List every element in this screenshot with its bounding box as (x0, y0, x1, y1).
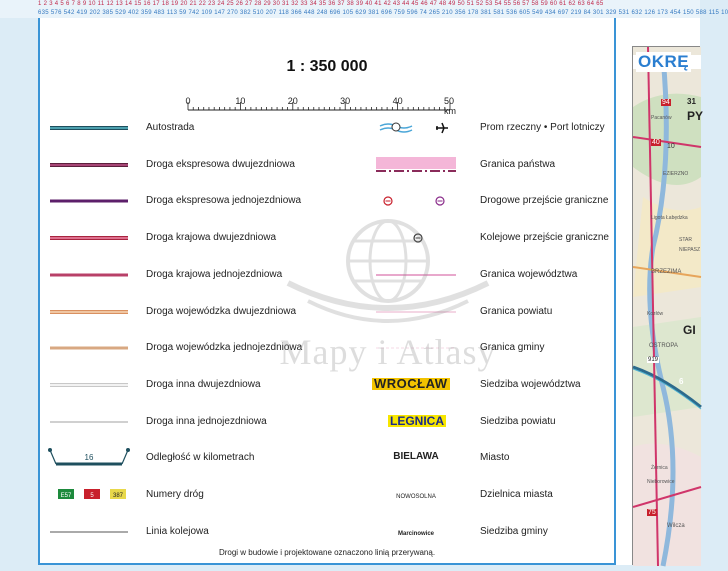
legend-symbol-road-numbers (50, 483, 130, 507)
legend-label: Miasto (480, 452, 510, 464)
legend-symbol-railway (50, 520, 130, 544)
legend-sample-seat-voivodeship: WROCŁAW (374, 375, 448, 391)
legend-symbol-national-single (50, 263, 130, 287)
road-number-text: E57 (60, 493, 72, 499)
legend-label: Linia kolejowa (146, 525, 209, 537)
legend-label: Siedziba województwa (480, 378, 581, 390)
legend-label: Droga inna dwujezdniowa (146, 378, 261, 390)
top-number-strip (0, 0, 728, 18)
legend-label: Granica powiatu (480, 305, 553, 317)
top-strip-row-2: 635 576 542 419 202 385 529 402 359 483 113 59 742 109 147 270 382 510 207 118 366 448 248 696 105 629 381 696 759 596 74 265 210 356 178 381 581 536 605 549 434 697 219 84 301 329 531 632 126 173 454 150 588 115 10 (38, 10, 728, 16)
legend-label: Odległość w kilometrach (146, 452, 255, 464)
map-label: Wilcza (667, 523, 685, 529)
legend-panel (38, 18, 616, 565)
legend-symbol-expressway-single (50, 189, 130, 213)
map-label: Nieborowice (647, 479, 675, 485)
legend-symbol-motorway (50, 116, 130, 140)
legend-label: Siedziba gminy (480, 525, 548, 537)
scale-tick-label: 10 (235, 96, 246, 106)
legend-label: Droga ekspresowa dwujezdniowa (146, 158, 295, 170)
legend-label: Siedziba powiatu (480, 415, 556, 427)
legend-label: Droga ekspresowa jednojezdniowa (146, 195, 302, 207)
legend-label: Numery dróg (146, 489, 204, 500)
map-label: BRZEZIMA (651, 269, 682, 275)
legend-symbol-commune-border (366, 336, 466, 360)
scale-tick-label: 40 (392, 96, 403, 106)
legend-sample-seat-commune: Marcinowice (397, 530, 434, 537)
map-preview[interactable] (632, 46, 704, 565)
map-title: OKRĘ (638, 52, 690, 71)
legend-label: Droga krajowa jednojezdniowa (146, 268, 283, 280)
map-label: PY (687, 109, 704, 123)
legend-symbol-voivodeship-border (366, 263, 466, 287)
legend-symbol-ferry-airport (366, 116, 466, 140)
watermark-text: Mapy i Atlasy (279, 332, 497, 372)
map-label: 40 (652, 139, 660, 146)
legend-symbol-rail-crossing (366, 226, 466, 250)
map-label: 919 (648, 357, 659, 363)
legend-symbol-other-single (50, 410, 130, 434)
legend-symbol-voivodeship-dual (50, 300, 130, 324)
scale-tick-label: 50 km (444, 96, 456, 116)
airport-icon (436, 123, 448, 133)
legend-label: Granica państwa (480, 158, 556, 170)
map-label: 75 (648, 509, 656, 516)
map-label: Ligota Łabędzka (651, 215, 688, 221)
road-number-text: 5 (90, 493, 94, 499)
legend-symbol-road-crossing (366, 189, 466, 213)
map-label: 6 (679, 377, 684, 386)
legend-label: Droga wojewódzka jednojezdniowa (146, 342, 303, 354)
left-margin (0, 18, 38, 565)
scale-title: 1 : 350 000 (286, 58, 368, 75)
legend-symbol-state-border (366, 153, 466, 177)
road-number-text: 387 (112, 493, 124, 499)
legend-symbol-distance (50, 446, 130, 470)
map-graphic (633, 47, 704, 566)
map-label: EZIERZNO (663, 171, 689, 177)
map-label: GI (683, 323, 696, 337)
legend-symbol-other-dual (50, 373, 130, 397)
map-label: Kozłów (647, 311, 664, 317)
legend-sample-town: BIELAWA (393, 451, 439, 463)
legend-sample-district: NOWOSOLNA (396, 494, 436, 500)
legend-symbol-expressway-dual (50, 153, 130, 177)
legend-label: Kolejowe przejście graniczne (480, 232, 609, 244)
legend-label: Droga wojewódzka dwujezdniowa (146, 305, 297, 317)
map-label: 94 (662, 99, 670, 106)
scale-tick-label: 20 (287, 96, 298, 106)
map-label: STAR (679, 237, 692, 243)
legend-label: Dzielnica miasta (480, 489, 553, 500)
legend-label: Droga krajowa dwujezdniowa (146, 232, 277, 244)
map-label: 10 (667, 143, 675, 150)
top-strip-row-1: 1 2 3 4 5 6 7 8 9 10 11 12 13 14 15 16 17 18 19 20 21 22 23 24 25 26 27 28 29 30 31 32 33 34 35 36 37 38 39 40 41 42 43 44 45 46 47 48 49 50 51 52 53 54 55 56 57 58 59 60 61 62 63 64 65 (38, 1, 604, 7)
map-label: OSTROPA (649, 343, 678, 349)
legend-label: Prom rzeczny • Port lotniczy (480, 122, 605, 133)
legend-label: Granica gminy (480, 342, 545, 354)
map-label: NIEPASZ (679, 247, 701, 253)
scale-tick-label: 30 (340, 96, 351, 106)
map-label: 31 (687, 97, 696, 106)
legend-symbol-voivodeship-single (50, 336, 130, 360)
distance-value: 16 (84, 453, 94, 463)
legend-label: Drogowe przejście graniczne (480, 195, 609, 207)
map-label: Żernica (651, 465, 668, 471)
map-label: Pacanów (651, 115, 672, 121)
legend-symbol-county-border (366, 300, 466, 324)
footnote: Drogi w budowie i projektowane oznaczono linią przerywaną. (218, 548, 436, 557)
legend-label: Autostrada (146, 122, 195, 133)
legend-label: Granica województwa (480, 268, 578, 280)
legend-symbol-national-dual (50, 226, 130, 250)
legend-sample-seat-county: LEGNICA (390, 413, 444, 428)
legend-label: Droga inna jednojezdniowa (146, 415, 267, 427)
scale-tick-label: 0 (185, 96, 191, 106)
